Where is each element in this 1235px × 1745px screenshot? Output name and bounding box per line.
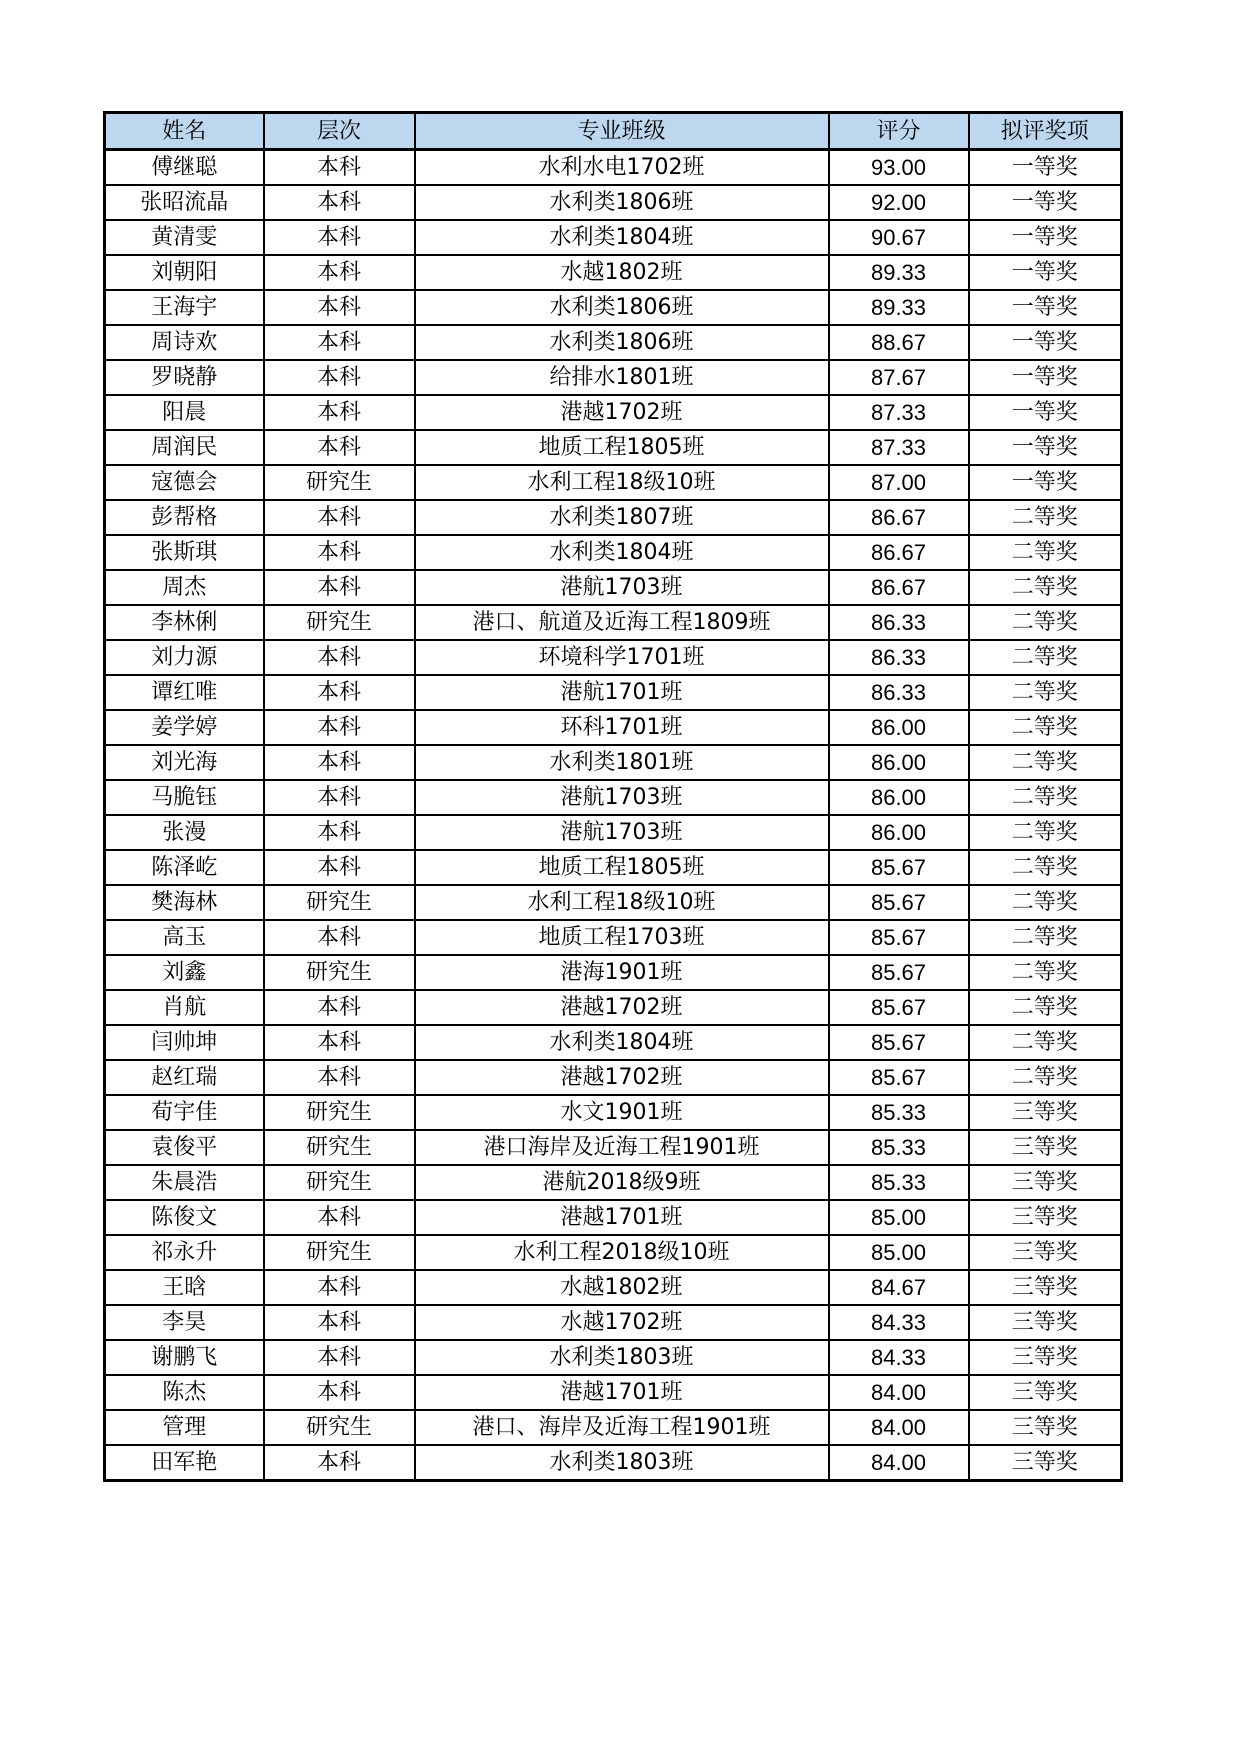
header-row [105,113,1122,150]
cell-class: 水利工程18级10班 [415,465,829,500]
cell-score: 86.67 [829,535,969,570]
cell-class: 水利工程2018级10班 [415,1235,829,1270]
cell-award: 二等奖 [969,500,1122,535]
cell-award: 三等奖 [969,1375,1122,1410]
cell-name: 姜学婷 [105,710,264,745]
cell-name: 彭帮格 [105,500,264,535]
cell-award: 一等奖 [969,360,1122,395]
cell-level: 本科 [264,535,415,570]
table-row [105,185,1122,220]
cell-level: 本科 [264,780,415,815]
cell-name: 刘光海 [105,745,264,780]
cell-score: 90.67 [829,220,969,255]
cell-score: 85.33 [829,1165,969,1200]
cell-award: 三等奖 [969,1340,1122,1375]
header-class: 专业班级 [415,113,829,150]
cell-class: 水越1802班 [415,1270,829,1305]
table-row [105,990,1122,1025]
cell-score: 85.00 [829,1200,969,1235]
cell-name: 陈杰 [105,1375,264,1410]
cell-name: 闫帅坤 [105,1025,264,1060]
cell-score: 85.33 [829,1095,969,1130]
cell-class: 地质工程1805班 [415,430,829,465]
cell-class: 港越1701班 [415,1200,829,1235]
table-row [105,605,1122,640]
cell-name: 谭红唯 [105,675,264,710]
cell-class: 水越1802班 [415,255,829,290]
cell-level: 研究生 [264,955,415,990]
cell-level: 本科 [264,150,415,186]
cell-level: 本科 [264,745,415,780]
cell-class: 港航1701班 [415,675,829,710]
table-row [105,255,1122,290]
cell-score: 87.33 [829,430,969,465]
table-row [105,780,1122,815]
cell-score: 89.33 [829,290,969,325]
table-body [105,150,1122,1481]
cell-name: 樊海林 [105,885,264,920]
cell-name: 祁永升 [105,1235,264,1270]
cell-award: 二等奖 [969,920,1122,955]
cell-class: 港航1703班 [415,815,829,850]
cell-score: 87.67 [829,360,969,395]
cell-level: 本科 [264,850,415,885]
cell-class: 水利类1804班 [415,1025,829,1060]
header-name: 姓名 [105,113,264,150]
cell-name: 刘朝阳 [105,255,264,290]
cell-award: 二等奖 [969,605,1122,640]
cell-award: 二等奖 [969,955,1122,990]
table-row [105,360,1122,395]
cell-score: 85.67 [829,885,969,920]
cell-name: 张斯琪 [105,535,264,570]
table-row [105,1270,1122,1305]
table-row [105,465,1122,500]
cell-score: 84.33 [829,1305,969,1340]
cell-score: 85.67 [829,1060,969,1095]
cell-class: 港航1703班 [415,570,829,605]
cell-score: 84.00 [829,1375,969,1410]
cell-score: 86.00 [829,780,969,815]
cell-score: 85.00 [829,1235,969,1270]
cell-level: 研究生 [264,605,415,640]
cell-award: 一等奖 [969,395,1122,430]
table-row [105,920,1122,955]
cell-name: 周杰 [105,570,264,605]
cell-score: 86.67 [829,570,969,605]
table-row [105,640,1122,675]
cell-name: 荀宇佳 [105,1095,264,1130]
cell-level: 本科 [264,1270,415,1305]
cell-level: 研究生 [264,1235,415,1270]
cell-level: 本科 [264,570,415,605]
cell-award: 一等奖 [969,220,1122,255]
cell-level: 本科 [264,325,415,360]
cell-class: 环境科学1701班 [415,640,829,675]
table-row [105,1130,1122,1165]
cell-class: 水利类1806班 [415,325,829,360]
table-row [105,1095,1122,1130]
cell-level: 本科 [264,360,415,395]
table-row [105,1200,1122,1235]
table-row [105,220,1122,255]
header-score: 评分 [829,113,969,150]
cell-award: 二等奖 [969,1060,1122,1095]
table-row [105,430,1122,465]
table-header [105,113,1122,150]
cell-level: 本科 [264,640,415,675]
cell-name: 管理 [105,1410,264,1445]
cell-name: 陈俊文 [105,1200,264,1235]
cell-award: 一等奖 [969,290,1122,325]
cell-level: 本科 [264,1025,415,1060]
cell-level: 研究生 [264,465,415,500]
cell-award: 二等奖 [969,850,1122,885]
cell-score: 86.67 [829,500,969,535]
table-row [105,885,1122,920]
cell-level: 本科 [264,920,415,955]
cell-name: 张漫 [105,815,264,850]
table-row [105,1235,1122,1270]
table-row [105,325,1122,360]
cell-award: 三等奖 [969,1305,1122,1340]
cell-score: 84.00 [829,1445,969,1481]
cell-score: 86.33 [829,675,969,710]
table-row [105,745,1122,780]
cell-name: 王海宇 [105,290,264,325]
cell-award: 一等奖 [969,150,1122,186]
cell-class: 港航2018级9班 [415,1165,829,1200]
cell-class: 港海1901班 [415,955,829,990]
cell-award: 三等奖 [969,1445,1122,1481]
cell-award: 二等奖 [969,535,1122,570]
table-row [105,1340,1122,1375]
award-list-table [103,111,1123,1482]
cell-award: 三等奖 [969,1200,1122,1235]
cell-class: 给排水1801班 [415,360,829,395]
cell-score: 85.33 [829,1130,969,1165]
cell-level: 本科 [264,815,415,850]
cell-name: 袁俊平 [105,1130,264,1165]
cell-score: 87.00 [829,465,969,500]
cell-class: 水利类1804班 [415,535,829,570]
table-row [105,1060,1122,1095]
cell-score: 85.67 [829,990,969,1025]
cell-name: 陈泽屹 [105,850,264,885]
cell-score: 86.00 [829,745,969,780]
cell-score: 87.33 [829,395,969,430]
cell-class: 港越1701班 [415,1375,829,1410]
table-row [105,1025,1122,1060]
cell-award: 二等奖 [969,1025,1122,1060]
cell-score: 86.33 [829,605,969,640]
cell-name: 李昊 [105,1305,264,1340]
cell-level: 研究生 [264,1410,415,1445]
cell-score: 84.67 [829,1270,969,1305]
cell-level: 研究生 [264,1095,415,1130]
cell-level: 本科 [264,255,415,290]
cell-level: 本科 [264,1445,415,1481]
cell-award: 二等奖 [969,885,1122,920]
cell-score: 85.67 [829,920,969,955]
cell-award: 三等奖 [969,1130,1122,1165]
cell-score: 89.33 [829,255,969,290]
table-row [105,290,1122,325]
cell-name: 阳晨 [105,395,264,430]
table-row [105,710,1122,745]
table-row [105,815,1122,850]
cell-award: 二等奖 [969,640,1122,675]
cell-class: 水文1901班 [415,1095,829,1130]
cell-award: 一等奖 [969,465,1122,500]
cell-score: 84.00 [829,1410,969,1445]
cell-level: 本科 [264,290,415,325]
cell-score: 86.00 [829,710,969,745]
cell-score: 85.67 [829,955,969,990]
cell-level: 本科 [264,395,415,430]
cell-name: 傅继聪 [105,150,264,186]
table-row [105,1445,1122,1481]
cell-class: 港航1703班 [415,780,829,815]
cell-class: 水利类1803班 [415,1340,829,1375]
cell-name: 黄清雯 [105,220,264,255]
cell-class: 港口海岸及近海工程1901班 [415,1130,829,1165]
table-row [105,1375,1122,1410]
cell-level: 研究生 [264,1130,415,1165]
cell-class: 水利类1801班 [415,745,829,780]
cell-level: 研究生 [264,1165,415,1200]
cell-award: 二等奖 [969,780,1122,815]
cell-name: 罗晓静 [105,360,264,395]
cell-name: 朱晨浩 [105,1165,264,1200]
cell-name: 谢鹏飞 [105,1340,264,1375]
cell-name: 周润民 [105,430,264,465]
table-row [105,535,1122,570]
cell-class: 水利水电1702班 [415,150,829,186]
cell-award: 二等奖 [969,710,1122,745]
cell-level: 本科 [264,430,415,465]
cell-name: 高玉 [105,920,264,955]
cell-score: 93.00 [829,150,969,186]
cell-level: 本科 [264,185,415,220]
table-row [105,150,1122,186]
cell-award: 三等奖 [969,1410,1122,1445]
cell-name: 马脆钰 [105,780,264,815]
cell-level: 本科 [264,675,415,710]
cell-level: 本科 [264,1200,415,1235]
cell-level: 本科 [264,1375,415,1410]
cell-class: 水利类1806班 [415,290,829,325]
cell-level: 本科 [264,1305,415,1340]
cell-class: 港口、航道及近海工程1809班 [415,605,829,640]
cell-award: 二等奖 [969,675,1122,710]
cell-level: 本科 [264,220,415,255]
table-row [105,675,1122,710]
cell-score: 88.67 [829,325,969,360]
cell-class: 港越1702班 [415,1060,829,1095]
cell-score: 84.33 [829,1340,969,1375]
cell-name: 赵红瑞 [105,1060,264,1095]
cell-level: 研究生 [264,885,415,920]
cell-class: 水利工程18级10班 [415,885,829,920]
table-row [105,1305,1122,1340]
header-level: 层次 [264,113,415,150]
cell-award: 二等奖 [969,570,1122,605]
cell-level: 本科 [264,1340,415,1375]
cell-score: 85.67 [829,850,969,885]
cell-name: 田军艳 [105,1445,264,1481]
cell-level: 本科 [264,990,415,1025]
cell-name: 刘力源 [105,640,264,675]
cell-name: 肖航 [105,990,264,1025]
cell-class: 港越1702班 [415,990,829,1025]
table-row [105,1165,1122,1200]
cell-award: 三等奖 [969,1095,1122,1130]
table-row [105,570,1122,605]
cell-class: 地质工程1805班 [415,850,829,885]
cell-class: 环科1701班 [415,710,829,745]
cell-award: 三等奖 [969,1235,1122,1270]
cell-award: 二等奖 [969,990,1122,1025]
cell-award: 一等奖 [969,255,1122,290]
cell-award: 三等奖 [969,1165,1122,1200]
cell-score: 92.00 [829,185,969,220]
cell-award: 三等奖 [969,1270,1122,1305]
cell-class: 水越1702班 [415,1305,829,1340]
cell-level: 本科 [264,500,415,535]
cell-name: 王晗 [105,1270,264,1305]
cell-name: 张昭流晶 [105,185,264,220]
table-row [105,395,1122,430]
table-row [105,1410,1122,1445]
cell-class: 港越1702班 [415,395,829,430]
cell-score: 86.00 [829,815,969,850]
cell-name: 寇德会 [105,465,264,500]
header-award: 拟评奖项 [969,113,1122,150]
cell-name: 刘鑫 [105,955,264,990]
cell-class: 港口、海岸及近海工程1901班 [415,1410,829,1445]
cell-score: 86.33 [829,640,969,675]
cell-class: 水利类1804班 [415,220,829,255]
cell-class: 地质工程1703班 [415,920,829,955]
cell-class: 水利类1803班 [415,1445,829,1481]
cell-award: 一等奖 [969,325,1122,360]
table-row [105,955,1122,990]
cell-level: 本科 [264,710,415,745]
cell-class: 水利类1807班 [415,500,829,535]
cell-name: 李林俐 [105,605,264,640]
table-row [105,500,1122,535]
cell-award: 一等奖 [969,185,1122,220]
cell-award: 二等奖 [969,745,1122,780]
cell-award: 一等奖 [969,430,1122,465]
table-row [105,850,1122,885]
cell-score: 85.67 [829,1025,969,1060]
cell-name: 周诗欢 [105,325,264,360]
cell-award: 二等奖 [969,815,1122,850]
cell-class: 水利类1806班 [415,185,829,220]
cell-level: 本科 [264,1060,415,1095]
